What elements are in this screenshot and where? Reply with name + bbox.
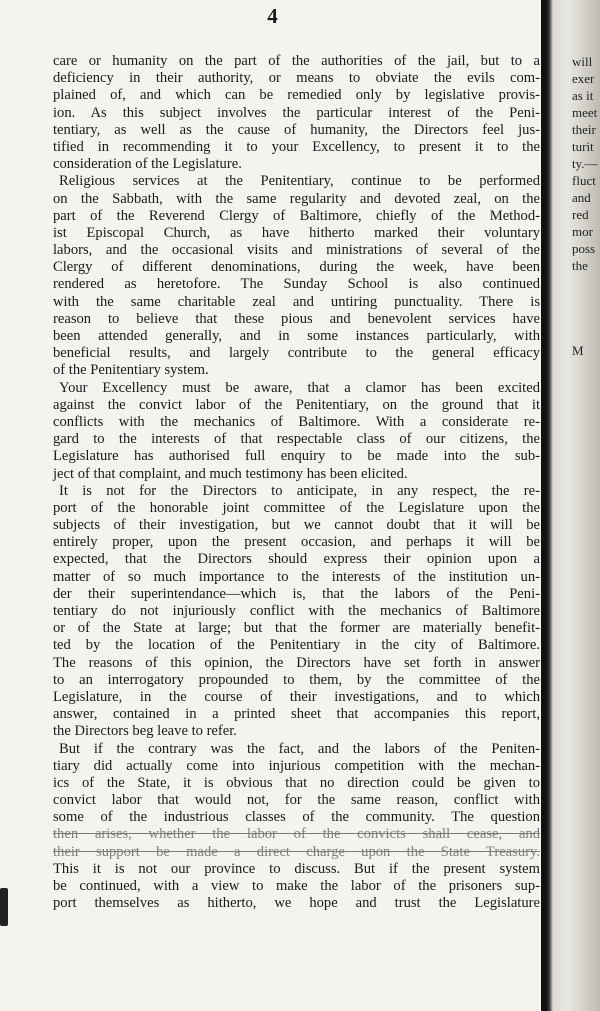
text-line: Legislature has authorised full enquiry to be made into the sub- [53, 448, 540, 465]
page-number: 4 [267, 4, 278, 28]
text-line: care or humanity on the part of the authorities of the jail, but to a [53, 53, 540, 69]
text-line: consideration of the Legislature. [53, 156, 242, 173]
text-line: labors, and the occasional visits and ministrations of several of the [53, 242, 540, 259]
text-line: der their superintendance—which is, that the labors of the Peni- [53, 585, 540, 602]
margin-fragment: poss [572, 241, 596, 256]
margin-fragment: as it [572, 88, 594, 103]
text-line: tentiary do not injuriously conflict with the mechanics of Baltimore [53, 603, 540, 619]
text-line: against the convict labor of the Penitentiary, on the ground that it [53, 396, 540, 413]
text-line: The reasons of this opinion, the Directors have set forth in answer [53, 654, 540, 671]
facing-page-fragments [572, 53, 600, 359]
text-line: expected, that the Directors should express their opinion upon a [53, 551, 540, 568]
text-line: tified in recommending it to your Excellency, to present it to the [53, 138, 540, 155]
text-line: Your Excellency must be aware, that a clamor has been excited [59, 379, 540, 396]
text-line: ted by the location of the Penitentiary in the city of Baltimore. [53, 637, 540, 654]
text-line: part of the Reverend Clergy of Baltimore, chiefly of the Method- [53, 207, 540, 224]
text-line: or of the State at large; but that the former are materially benefit- [53, 620, 540, 637]
margin-fragment: their [572, 122, 596, 137]
text-line: to an interrogatory propounded to them, by the committee of the [53, 671, 540, 688]
text-line: with the same charitable zeal and untiring punctuality. There is [53, 293, 540, 310]
text-line: port of the honorable joint committee of the Legislature upon the [53, 499, 540, 516]
margin-fragment: turit [572, 139, 594, 154]
text-line: Religious services at the Penitentiary, continue to be performed [59, 173, 540, 190]
text-line: beneficial results, and largely contribute to the general efficacy [53, 345, 540, 362]
text-line: of the Penitentiary system. [53, 362, 209, 379]
margin-fragment: M [572, 343, 584, 358]
binding-shadow [541, 0, 547, 1011]
text-line: This it is not our province to discuss. But if the present system [53, 860, 540, 877]
margin-fragment: red [572, 207, 589, 222]
text-line: been attended generally, and in some instances particularly, with [53, 328, 540, 344]
text-line: the Directors beg leave to refer. [53, 723, 237, 740]
text-line: But if the contrary was the fact, and the labors of the Peniten- [59, 740, 540, 757]
text-line: their support be made a direct charge upon the State Treasury. [53, 843, 540, 860]
text-line: port themselves as hitherto, we hope and trust the Legislature [53, 895, 540, 912]
text-line: Legislature, in the course of their investigations, and to which [53, 688, 540, 705]
text-line: plained of, and which can be remedied only by legislative provis- [53, 87, 540, 104]
text-line: ion. As this subject involves the particular interest of the Peni- [53, 104, 540, 121]
margin-fragment: mor [572, 224, 593, 239]
margin-fragment [572, 308, 600, 325]
text-line: on the Sabbath, with the same regularity and devoted zeal, on the [53, 190, 540, 207]
text-line: Clergy of different denominations, during the week, have been [53, 259, 540, 276]
text-line: subjects of their investigation, but we cannot doubt that it will be [53, 517, 540, 534]
margin-mark [0, 888, 8, 926]
text-line: It is not for the Directors to anticipate, in any respect, the re- [59, 482, 540, 499]
margin-fragment: will [572, 54, 593, 69]
text-line: ics of the State, it is obvious that no direction could be given to [53, 774, 540, 791]
text-line: matter of so much importance to the interests of the institution un- [53, 568, 540, 585]
text-line: deficiency in their authority, or means to obviate the evils com- [53, 70, 540, 87]
text-line: conflicts with the mechanics of Baltimore. With a considerate re- [53, 413, 540, 430]
margin-fragment: meet [572, 105, 598, 120]
text-line: some of the industrious classes of the community. The question [53, 809, 540, 826]
text-line: tiary did actually come into injurious competition with the mechan- [53, 757, 540, 774]
text-line: be continued, with a view to make the labor of the prisoners sup- [53, 878, 540, 894]
text-line: gard to the interests of that respectable class of our citizens, the [53, 431, 540, 448]
text-line: convict labor that would not, for the same reason, conflict with [53, 792, 540, 809]
text-line: ist Episcopal Church, as have hitherto marked their voluntary [53, 224, 540, 241]
body-text [53, 53, 540, 912]
text-line: entirely proper, upon the present occasion, and perhaps it will be [53, 534, 540, 551]
margin-fragment [572, 274, 600, 291]
margin-fragment [572, 325, 600, 342]
margin-fragment: fluct [572, 173, 596, 188]
margin-fragment: ty.— [572, 156, 598, 171]
text-line: reason to believe that these pious and benevolent services have [53, 310, 540, 327]
text-line: rendered as heretofore. The Sunday School is also continued [53, 276, 540, 293]
text-line: then arises, whether the labor of the convicts shall cease, and [53, 826, 540, 843]
margin-fragment: and [572, 190, 591, 205]
text-line: tentiary, as well as the cause of humanity, the Directors feel jus- [53, 121, 540, 138]
text-line: ject of that complaint, and much testimony has been elicited. [53, 465, 408, 482]
margin-fragment: exer [572, 71, 595, 86]
margin-fragment [572, 291, 600, 308]
margin-fragment: the [572, 258, 588, 273]
text-line: answer, contained in a printed sheet that accompanies this report, [53, 706, 540, 723]
